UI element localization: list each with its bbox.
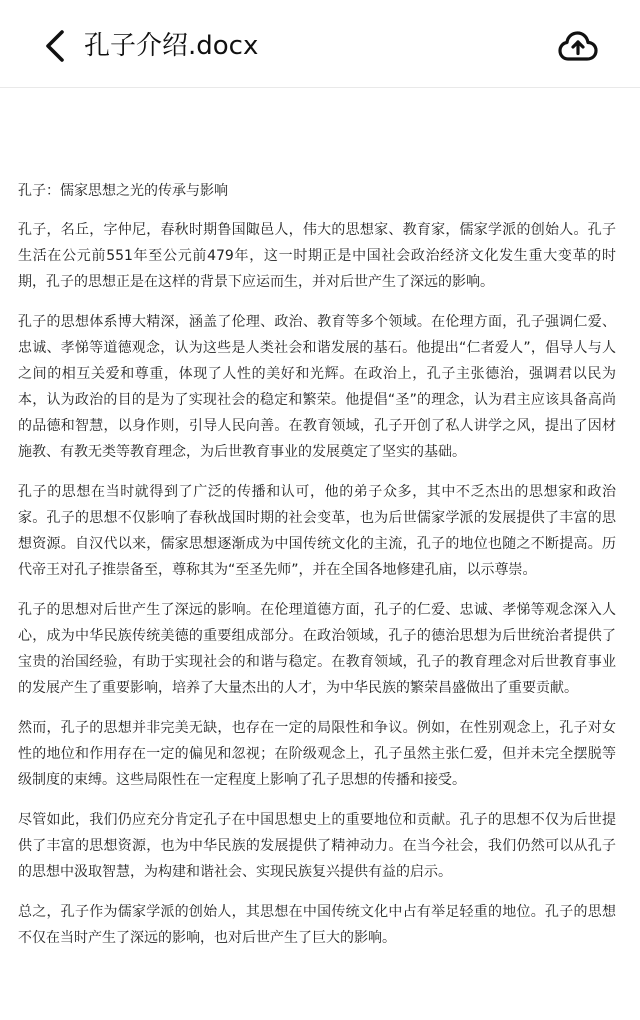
cloud-upload-icon xyxy=(557,29,599,63)
document-body xyxy=(18,178,616,965)
document-title: 孔子介绍.docx xyxy=(84,31,259,61)
paragraph: 总之，孔子作为儒家学派的创始人，其思想在中国传统文化中占有举足轻重的地位。孔子的思想不仅在当时产生了深远的影响，也对后世产生了巨大的影响。 xyxy=(18,904,616,946)
document-heading: 孔子：儒家思想之光的传承与影响 xyxy=(18,183,228,199)
paragraph: 孔子的思想体系博大精深，涵盖了伦理、政治、教育等多个领域。在伦理方面，孔子强调仁爱、忠诚、孝悌等道德观念，认为这些是人类社会和谐发展的基石。他提出“仁者爱人”，倡导人与人之间的相互关爱和尊重，体现了人性的美好和光辉。在政治上，孔子主张德治，强调君以民为本，认为政治的目的是为了实现社会的稳定和繁荣。他提倡“圣”的理念，认为君主应该具备高尚的品德和智慧，以身作则，引导人民向善。在教育领域，孔子开创了私人讲学之风，提出了因材施教、有教无类等教育理念，为后世教育事业的发展奠定了坚实的基础。 xyxy=(18,314,616,460)
paragraph: 孔子，名丘，字仲尼，春秋时期鲁国陬邑人，伟大的思想家、教育家，儒家学派的创始人。孔子生活在公元前551年至公元前479年，这一时期正是中国社会政治经济文化发生重大变革的时期，孔子的思想正是在这样的背景下应运而生，并对后世产生了深远的影响。 xyxy=(18,222,616,290)
paragraph: 孔子的思想在当时就得到了广泛的传播和认可，他的弟子众多，其中不乏杰出的思想家和政治家。孔子的思想不仅影响了春秋战国时期的社会变革，也为后世儒家学派的发展提供了丰富的思想资源。自汉代以来，儒家思想逐渐成为中国传统文化的主流，孔子的地位也随之不断提高。历代帝王对孔子推崇备至，尊称其为“至圣先师”，并在全国各地修建孔庙，以示尊崇。 xyxy=(18,484,616,578)
paragraph: 然而，孔子的思想并非完美无缺，也存在一定的局限性和争议。例如，在性别观念上，孔子对女性的地位和作用存在一定的偏见和忽视；在阶级观念上，孔子虽然主张仁爱，但并未完全摆脱等级制度的束缚。这些局限性在一定程度上影响了孔子思想的传播和接受。 xyxy=(18,720,616,788)
paragraph: 尽管如此，我们仍应充分肯定孔子在中国思想史上的重要地位和贡献。孔子的思想不仅为后世提供了丰富的思想资源，也为中华民族的发展提供了精神动力。在当今社会，我们仍然可以从孔子的思想中汲取智慧，为构建和谐社会、实现民族复兴提供有益的启示。 xyxy=(18,812,616,880)
cloud-upload-button[interactable] xyxy=(556,26,600,66)
chevron-left-icon xyxy=(43,29,67,63)
top-bar xyxy=(0,0,640,88)
paragraph: 孔子的思想对后世产生了深远的影响。在伦理道德方面，孔子的仁爱、忠诚、孝悌等观念深入人心，成为中华民族传统美德的重要组成部分。在政治领域，孔子的德治思想为后世统治者提供了宝贵的治国经验，有助于实现社会的和谐与稳定。在教育领域，孔子的教育理念对后世教育事业的发展产生了重要影响，培养了大量杰出的人才，为中华民族的繁荣昌盛做出了重要贡献。 xyxy=(18,602,616,696)
back-button[interactable] xyxy=(38,26,72,66)
